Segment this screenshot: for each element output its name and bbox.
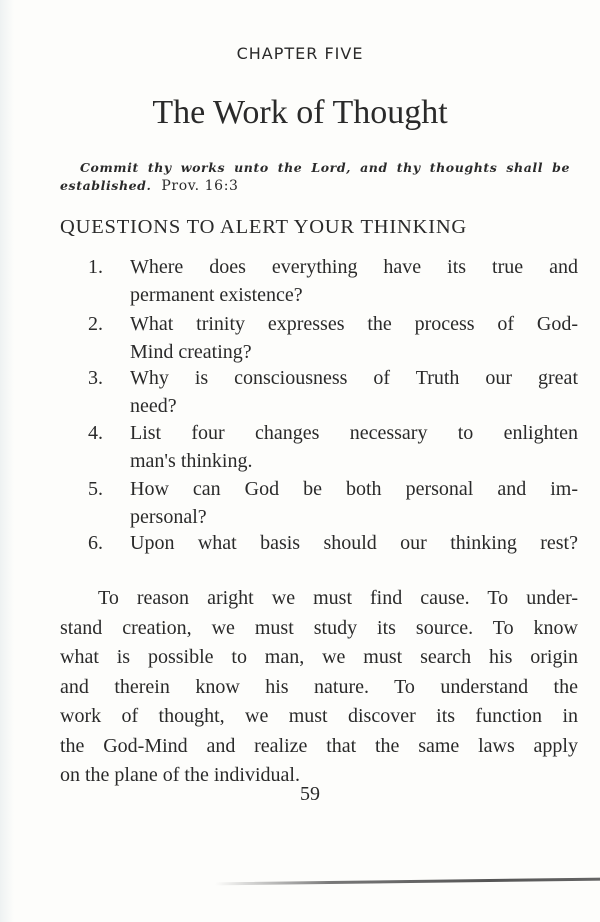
question-line: Where does everything have its true and: [130, 256, 578, 278]
page-edge-line: [215, 878, 600, 886]
page-number: 59: [300, 783, 320, 805]
body-paragraph: [60, 584, 578, 791]
question-item: [88, 530, 578, 558]
question-line: man's thinking.: [130, 449, 253, 472]
question-number: 1.: [88, 256, 103, 278]
question-line: Why is consciousness of Truth our great: [130, 367, 578, 389]
question-line: need?: [130, 394, 177, 417]
questions-heading: QUESTIONS TO ALERT YOUR THINKING: [60, 216, 468, 238]
question-line: What trinity expresses the process of God-: [130, 313, 578, 335]
epigraph-line-2: [60, 178, 570, 194]
question-item: [88, 420, 578, 475]
question-number: 3.: [88, 367, 103, 389]
question-item: [88, 311, 578, 366]
question-item: [88, 254, 578, 309]
paragraph-line: the God-Mind and realize that the same laws apply: [60, 734, 578, 757]
question-item: [88, 365, 578, 420]
epigraph-text: established.: [60, 178, 152, 193]
paragraph-line: To reason aright we must find cause. To under-: [98, 587, 578, 609]
paragraph-line: work of thought, we must discover its function in: [60, 705, 578, 727]
question-line: Mind creating?: [130, 340, 252, 363]
question-line: personal?: [130, 505, 207, 528]
question-item: [88, 476, 578, 531]
chapter-title: The Work of Thought: [152, 94, 448, 131]
paragraph-line: what is possible to man, we must search his origin: [60, 646, 578, 668]
question-number: 6.: [88, 532, 103, 554]
paragraph-line: stand creation, we must study its source. To know: [60, 616, 578, 639]
question-number: 2.: [88, 313, 103, 335]
paragraph-line: and therein know his nature. To understand the: [60, 675, 578, 698]
question-line: permanent existence?: [130, 283, 303, 306]
question-number: 5.: [88, 478, 103, 500]
epigraph-line-1: Commit thy works unto the Lord, and thy thoughts shall be: [80, 160, 570, 175]
question-line: List four changes necessary to enlighten: [130, 422, 578, 444]
chapter-label: CHAPTER FIVE: [236, 44, 364, 63]
question-number: 4.: [88, 422, 103, 444]
question-line: Upon what basis should our thinking rest?: [130, 532, 578, 554]
question-line: How can God be both personal and im-: [130, 478, 578, 500]
epigraph-reference: Prov. 16:3: [161, 178, 239, 194]
paragraph-line: on the plane of the individual.: [60, 764, 300, 786]
